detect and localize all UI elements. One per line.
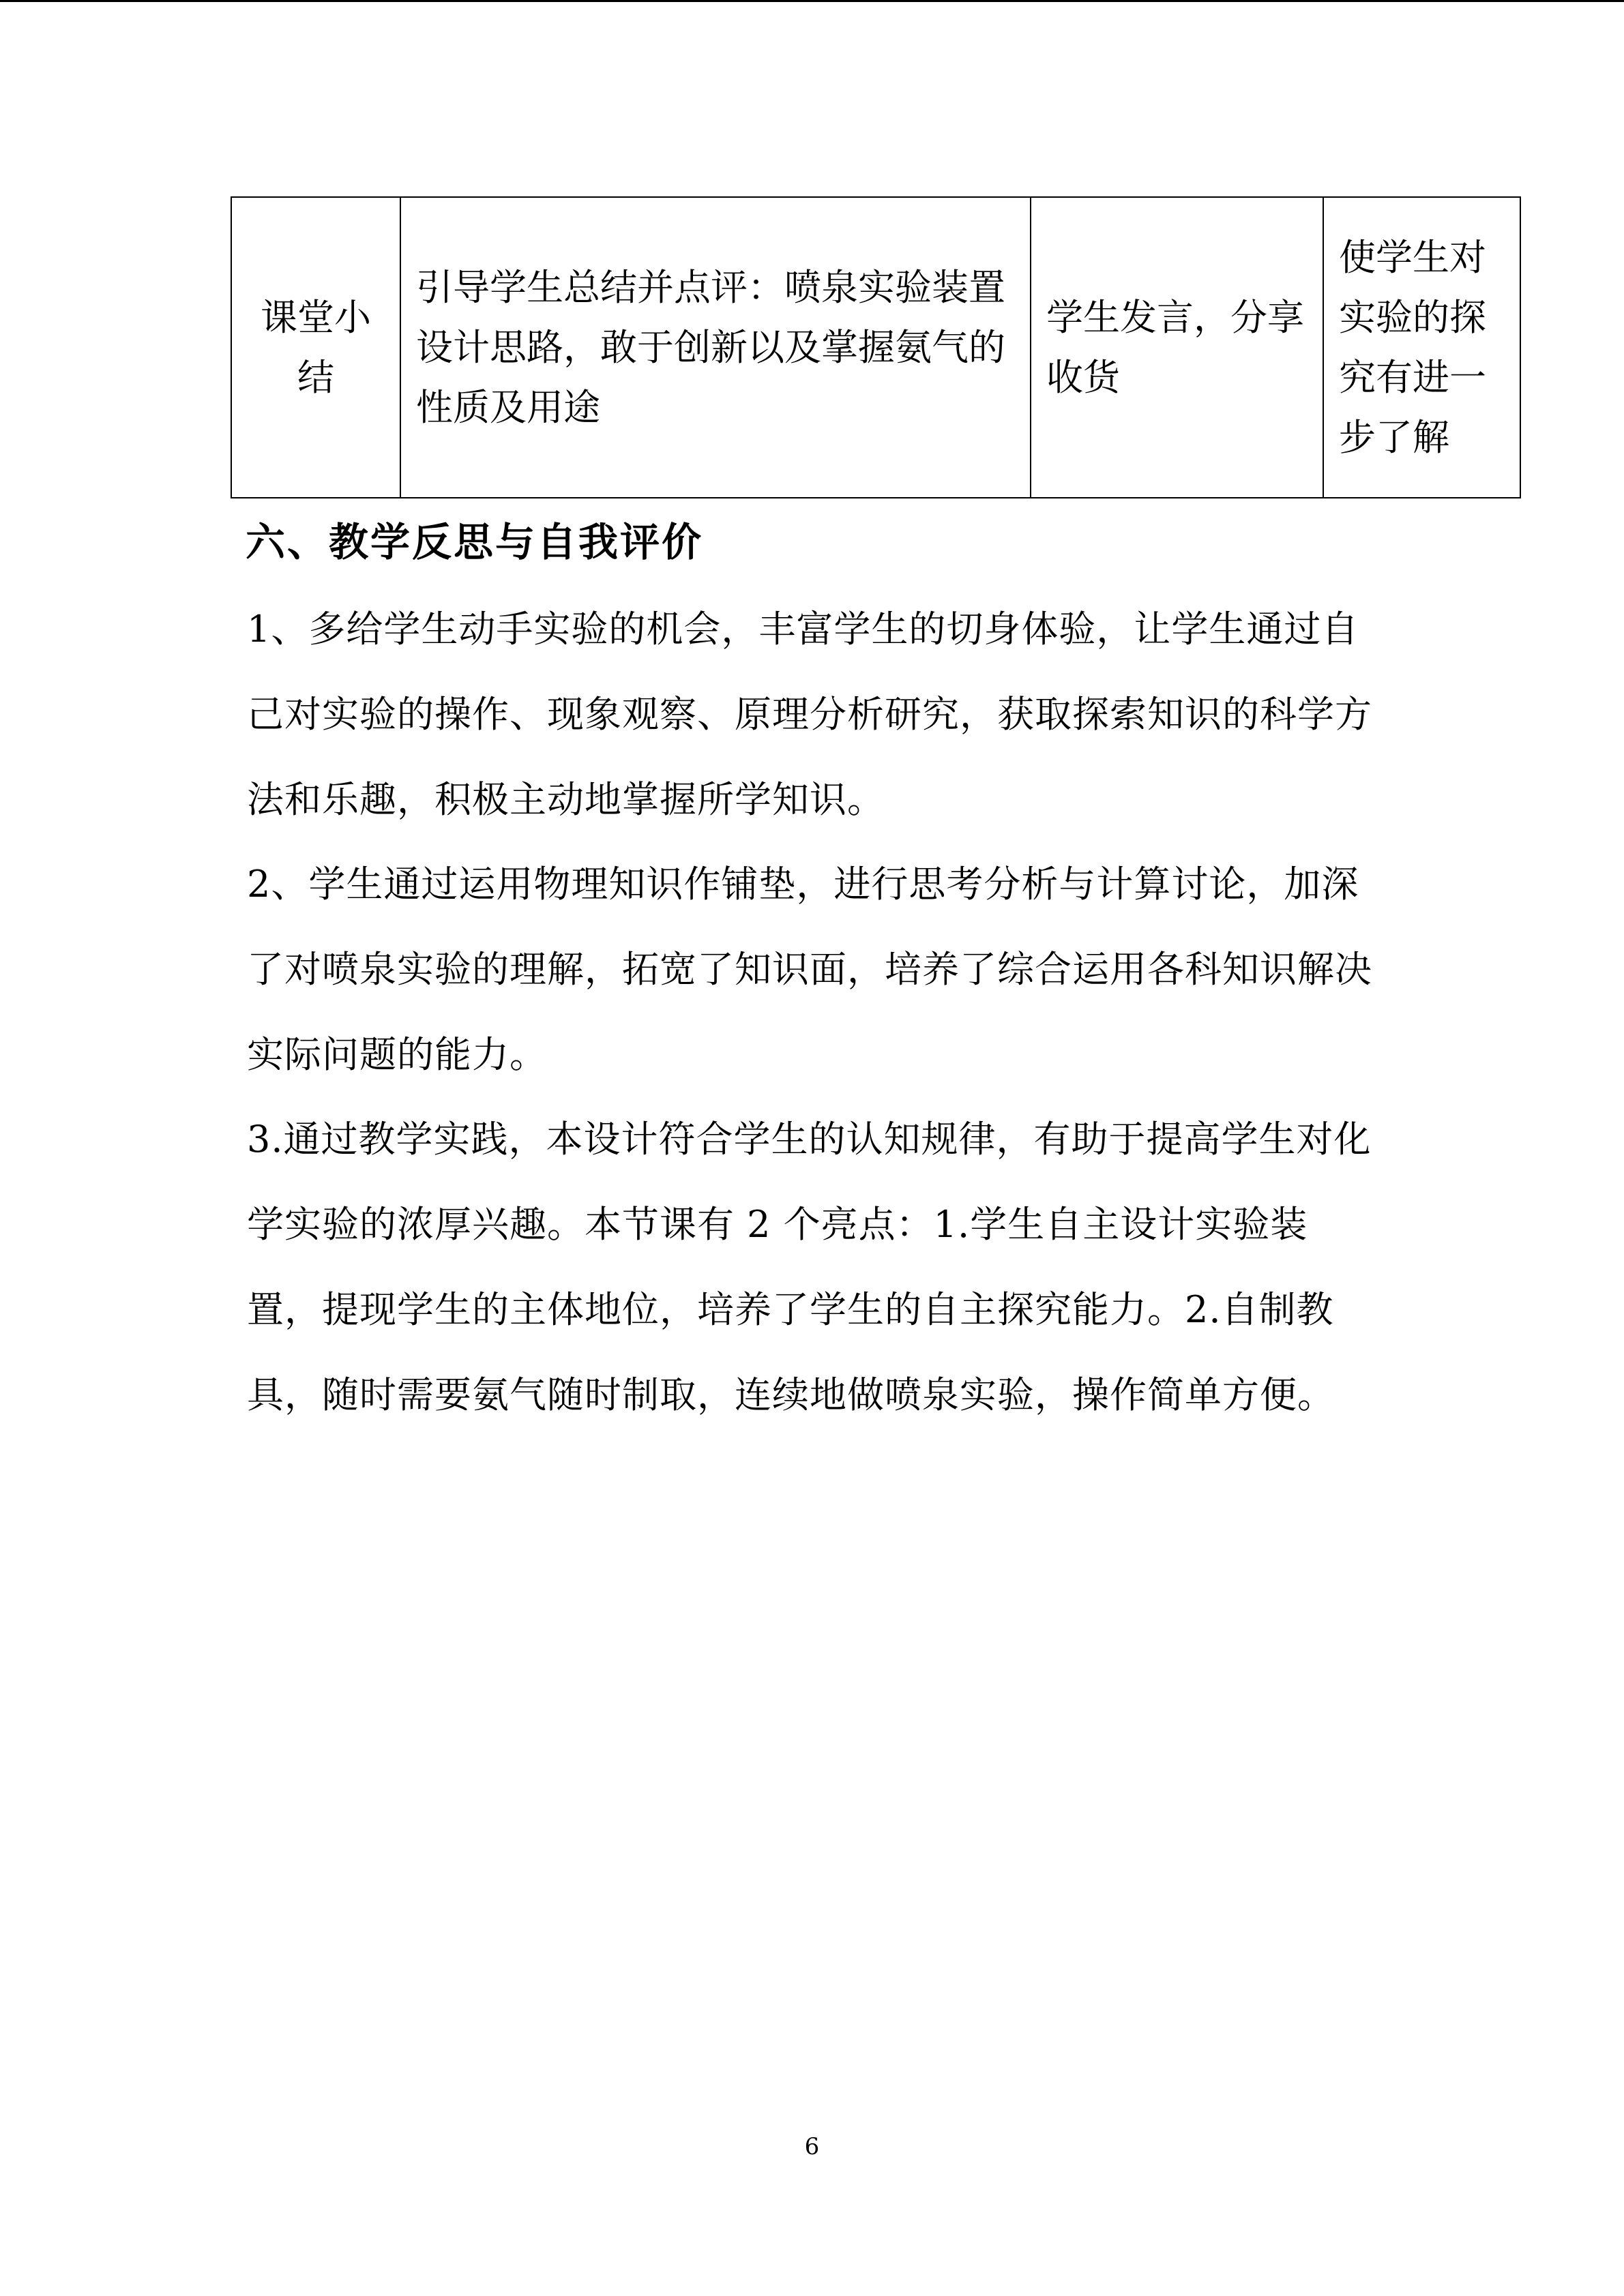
table-cell-design-intent: 使学生对实验的探究有进一步了解 xyxy=(1323,197,1520,498)
table-cell-teacher-activity: 引导学生总结并点评：喷泉实验装置设计思路，敢于创新以及掌握氨气的性质及用途 xyxy=(400,197,1031,498)
lesson-table xyxy=(231,196,1521,498)
reflection-paragraph-1: 1、多给学生动手实验的机会，丰富学生的切身体验，让学生通过自己对实验的操作、现象观察、原理分析研究，获取探索知识的科学方法和乐趣，积极主动地掌握所学知识。 xyxy=(247,608,1372,821)
table-cell-student-activity: 学生发言，分享收货 xyxy=(1031,197,1323,498)
reflection-paragraph-2: 2、学生通过运用物理知识作铺垫，进行思考分析与计算讨论，加深了对喷泉实验的理解，拓宽了知识面，培养了综合运用各科知识解决实际问题的能力。 xyxy=(247,863,1372,1076)
table-cell-stage: 课堂小结 xyxy=(231,197,400,498)
reflection-paragraph-3: 3.通过教学实践，本设计符合学生的认知规律，有助于提高学生对化学实验的浓厚兴趣。本节课有 2 个亮点：1.学生自主设计实验装置，提现学生的主体地位，培养了学生的自主探究能力。2.自制教具，随时需要氨气随时制取，连续地做喷泉实验，操作简单方便。 xyxy=(247,1118,1372,1416)
section-heading: 六、教学反思与自我评价 xyxy=(246,519,704,565)
table-row xyxy=(231,197,1520,498)
page-number: 6 xyxy=(804,2133,820,2160)
